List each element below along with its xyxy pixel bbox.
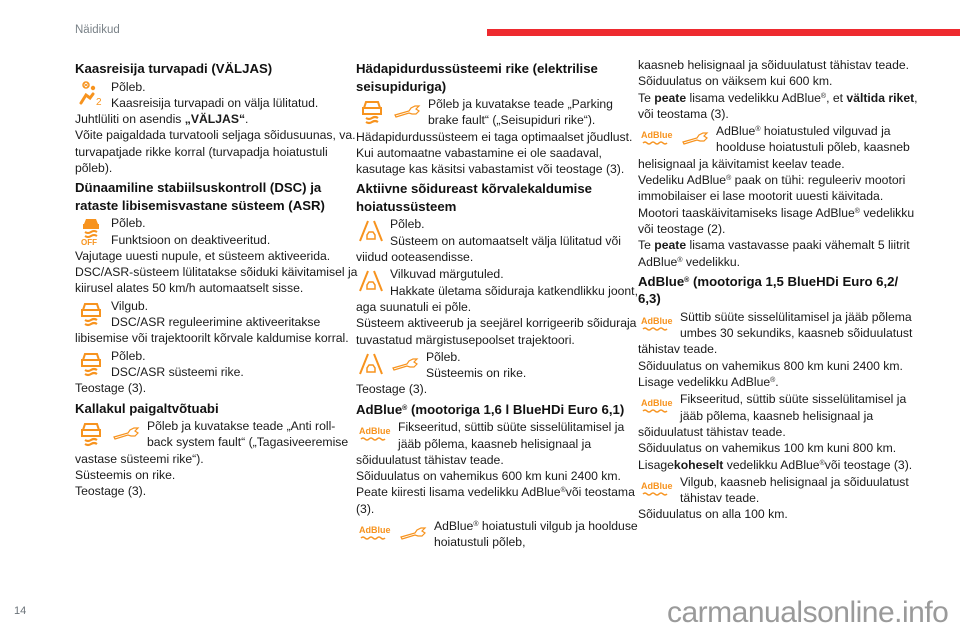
text-segment: , või teostama (3). — [638, 90, 918, 121]
registered-mark: ® — [820, 92, 827, 100]
wrench-icon — [682, 131, 710, 145]
text-segment: Põleb. — [111, 79, 146, 94]
text-segment: paak on tühi: reguleeriv mootori immobilaiser ei lase mootorit uuesti käivitada. — [638, 173, 906, 204]
warning-light-description — [638, 474, 922, 507]
paragraph — [638, 457, 922, 473]
text-segment: Põleb. — [390, 217, 425, 232]
adblue-icon — [640, 128, 674, 148]
esc-icon — [77, 349, 105, 377]
paragraph — [638, 172, 922, 205]
adblue-icon — [640, 314, 674, 334]
registered-mark: ® — [560, 487, 566, 495]
text-segment: DSC/ASR reguleerimine aktiveeritakse libisemise või trajektoorilt kõrvale kaldumise korral. — [75, 315, 349, 346]
paragraph — [638, 358, 922, 374]
emphasis-text: „VÄLJAS“ — [184, 112, 246, 127]
paragraph — [638, 374, 922, 390]
text-segment: Fikseeritud, süttib süüte sisselülitamisel ja jääb põlema, kaasneb helisignaal ja sõiduulatust tähistav teade. — [356, 420, 625, 467]
warning-icons — [356, 266, 384, 296]
paragraph — [638, 205, 922, 238]
registered-mark: ® — [473, 521, 479, 529]
text-segment: , et — [826, 90, 847, 105]
emphasis-text: vältida riket — [846, 90, 915, 105]
warning-icons — [638, 309, 674, 339]
text-segment: vedelikku. — [682, 254, 741, 269]
text-segment: vedelikku või teostage (2). — [638, 205, 915, 236]
text-segment: AdBlue — [434, 519, 474, 534]
warning-icons — [356, 96, 422, 126]
adblue-icon — [640, 479, 674, 499]
page-number: 14 — [14, 605, 27, 617]
svg-text:AdBlue: AdBlue — [641, 315, 673, 326]
text-segment: Vilkuvad märgutuled. — [390, 267, 504, 282]
warning-light-description — [75, 79, 359, 128]
section-title: Näidikud — [75, 24, 120, 36]
registered-mark: ® — [819, 459, 825, 467]
warning-light-description — [638, 391, 922, 440]
text-segment: hoiatustuli vilgub ja hoolduse hoiatustuli põleb, — [434, 519, 638, 550]
paragraph — [638, 57, 922, 73]
text-segment: Süsteem aktiveerub ja seejärel korrigeerib sõiduraja tuvastatud märgistusepoolset trajektoori. — [356, 316, 637, 347]
paragraph — [75, 264, 359, 297]
text-segment: Lisage — [638, 457, 674, 472]
text-segment: või teostama (3). — [356, 485, 635, 516]
wrench-icon — [392, 357, 420, 371]
svg-text:OFF: OFF — [81, 238, 97, 247]
warning-light-description — [356, 266, 640, 315]
text-segment: Põleb. — [111, 348, 146, 363]
warning-light-description — [356, 96, 640, 129]
text-segment: Põleb ja kuvatakse teade „Anti roll-back system fault“ („Tagasiveeremise vastase süsteemi rike“). — [75, 419, 349, 466]
warning-light-description — [75, 298, 359, 347]
esc-off-icon — [77, 214, 105, 246]
text-segment: Hädapidurdussüsteem ei taga optimaalset jõudlust. — [356, 129, 633, 144]
text-segment: või teostage (3). — [824, 457, 913, 472]
warning-icons — [356, 349, 420, 379]
text-segment: Hakkate ületama sõiduraja katkendlikku joont, aga suunatuli ei põle. — [356, 283, 638, 314]
text-segment: Te — [638, 90, 655, 105]
registered-mark: ® — [854, 207, 860, 215]
text-segment: Vilgub, kaasneb helisignaal ja sõiduulatust tähistav teade. — [680, 474, 909, 506]
section-heading: Dünaamiline stabiilsuskontroll (DSC) ja rataste libisemisvastane süsteem (ASR) — [75, 180, 325, 213]
section-heading: Kaasreisija turvapadi (VÄLJAS) — [75, 61, 273, 76]
airbag-off-icon — [77, 81, 105, 107]
warning-light-description — [356, 419, 640, 468]
text-segment: Sõiduulatus on väiksem kui 600 km. — [638, 74, 833, 89]
text-segment: AdBlue — [716, 124, 756, 139]
warning-light-description — [356, 518, 640, 551]
svg-text:AdBlue: AdBlue — [359, 525, 391, 536]
warning-icons — [638, 391, 674, 421]
warning-icons — [75, 348, 105, 378]
text-segment: Süsteemis on rike. — [75, 467, 176, 482]
text-segment: Lisage vedelikku AdBlue — [638, 375, 771, 390]
section-heading: AdBlue® (mootoriga 1,6 l BlueHDi Euro 6,1) — [356, 401, 625, 417]
lane-departure-icon — [358, 219, 384, 243]
text-segment: Süttib süüte sisselülitamisel ja jääb põlema umbes 30 sekundiks, kaasneb sõiduulatust tähistav teade. — [638, 309, 913, 357]
text-segment: Vedeliku AdBlue — [638, 173, 727, 188]
text-segment: Sõiduulatus on vahemikus 100 km kuni 800 km. — [638, 441, 897, 456]
paragraph — [356, 315, 640, 348]
warning-icons — [75, 418, 141, 448]
column-left — [75, 57, 359, 500]
paragraph — [356, 468, 640, 484]
paragraph — [638, 506, 922, 522]
emphasis-text: peate — [654, 238, 687, 253]
paragraph — [75, 127, 359, 176]
svg-text:AdBlue: AdBlue — [641, 480, 673, 491]
adblue-icon — [358, 424, 392, 444]
column-middle — [356, 57, 640, 551]
text-segment: hoiatustuled vilguvad ja hoolduse hoiatustuli põleb, kaasneb helisignaal ja käivitamist keelav teade. — [638, 124, 910, 171]
text-segment: Võite paigaldada turvatooli seljaga sõidusuunas, va. turvapatjade rikke korral (turvapadja hoiatustuli põleb). — [75, 128, 356, 175]
text-segment: Peate kiiresti lisama vedelikku AdBlue — [356, 485, 561, 500]
warning-light-description — [356, 349, 640, 382]
registered-mark: ® — [726, 175, 732, 183]
text-segment: DSC/ASR süsteemi rike. — [111, 364, 244, 379]
esc-icon — [77, 419, 105, 447]
header-accent-bar — [487, 29, 960, 36]
text-segment: DSC/ASR-süsteem lülitatakse sõiduki käivitamisel ja kiirusel alates 50 km/h automaatselt sisse. — [75, 265, 358, 296]
paragraph — [638, 90, 922, 123]
text-segment: Fikseeritud, süttib süüte sisselülitamisel ja jääb põlema, kaasneb helisignaal ja sõiduulatust tähistav teade. — [638, 392, 907, 439]
text-segment: Süsteem on automaatselt välja lülitatud või viidud ooteasendisse. — [356, 233, 622, 265]
section-heading: AdBlue® (mootoriga 1,5 BlueHDi Euro 6,2/ 6,3) — [638, 273, 899, 307]
warning-icons — [75, 298, 105, 328]
svg-text:2: 2 — [96, 96, 102, 107]
svg-text:AdBlue: AdBlue — [359, 426, 391, 437]
text-segment: kaasneb helisignaal ja sõiduulatust tähistav teade. — [638, 58, 910, 72]
column-right — [638, 57, 922, 523]
text-segment: Teostage (3). — [75, 484, 147, 499]
warning-icons — [638, 123, 710, 153]
paragraph — [356, 145, 640, 178]
paragraph — [75, 380, 359, 396]
text-segment: Kui automaatne vabastamine ei ole saadaval, kasutage kas käsitsi vabastamist või teostage (3). — [356, 145, 625, 177]
text-segment: lisama vastavasse paaki vähemalt 5 liitrit AdBlue — [638, 238, 910, 269]
adblue-icon — [640, 396, 674, 416]
text-segment: Kaasreisija turvapadi on välja lülitatud. Juhtlüliti on asendis — [75, 95, 319, 127]
warning-light-description — [75, 418, 359, 467]
text-segment: Süsteemis on rike. — [426, 366, 527, 381]
emphasis-text: peate — [654, 90, 687, 105]
paragraph — [75, 467, 359, 483]
warning-icons — [356, 216, 384, 246]
text-segment: . — [245, 112, 249, 127]
text-segment: Te — [638, 238, 655, 253]
warning-icons — [638, 474, 674, 504]
wrench-icon — [394, 104, 422, 118]
section-heading: Aktiivne sõidureast kõrvalekaldumise hoiatussüsteem — [356, 181, 593, 214]
warning-icons — [75, 215, 105, 245]
registered-mark: ® — [755, 126, 761, 134]
warning-icons — [356, 518, 428, 548]
section-heading: Kallakul paigaltvõtuabi — [75, 400, 219, 416]
text-segment: Sõiduulatus on vahemikus 800 km kuni 2400 km. — [638, 358, 903, 373]
paragraph — [75, 248, 359, 264]
warning-icons — [75, 79, 105, 109]
esc-icon — [358, 97, 386, 125]
section-heading: Hädapidurdussüsteemi rike (elektrilise seisupiduriga) — [356, 61, 598, 94]
text-segment: vedelikku AdBlue — [723, 457, 820, 472]
wrench-icon — [400, 526, 428, 540]
text-segment: Vilgub. — [111, 298, 149, 313]
paragraph — [356, 484, 640, 517]
text-segment: Vajutage uuesti nupule, et süsteem aktiveerida. — [75, 248, 331, 263]
text-segment: . — [775, 375, 779, 390]
svg-text:AdBlue: AdBlue — [641, 398, 673, 409]
paragraph — [638, 237, 922, 270]
warning-light-description — [638, 309, 922, 358]
adblue-icon — [358, 523, 392, 543]
text-segment: Põleb. — [426, 349, 461, 364]
warning-light-description — [75, 348, 359, 381]
svg-text:AdBlue: AdBlue — [641, 130, 673, 141]
text-segment: Põleb. — [111, 216, 146, 231]
paragraph — [356, 381, 640, 397]
text-segment: Teostage (3). — [75, 381, 147, 396]
warning-light-description — [75, 215, 359, 248]
registered-mark: ® — [770, 377, 776, 385]
text-segment: Sõiduulatus on alla 100 km. — [638, 507, 788, 522]
warning-light-description — [638, 123, 922, 172]
esc-icon — [77, 299, 105, 327]
lane-departure-icon — [358, 352, 384, 376]
paragraph — [638, 73, 922, 89]
text-segment: Funktsioon on deaktiveeritud. — [111, 232, 271, 247]
paragraph — [356, 129, 640, 145]
lane-departure-icon — [358, 269, 384, 293]
watermark[interactable]: carmanualsonline.info — [667, 596, 949, 629]
text-segment: Põleb ja kuvatakse teade „Parking brake fault“ („Seisupiduri rike“). — [428, 97, 613, 128]
warning-icons — [356, 419, 392, 449]
text-segment: lisama vedelikku AdBlue — [686, 90, 821, 105]
text-segment: Teostage (3). — [356, 382, 428, 397]
wrench-icon — [113, 426, 141, 440]
warning-light-description — [356, 216, 640, 265]
text-segment: Mootori taaskäivitamiseks lisage AdBlue — [638, 205, 855, 220]
paragraph — [638, 440, 922, 456]
registered-mark: ® — [677, 256, 683, 264]
emphasis-text: koheselt — [673, 457, 724, 472]
paragraph — [75, 483, 359, 499]
text-segment: Sõiduulatus on vahemikus 600 km kuni 2400 km. — [356, 469, 621, 484]
